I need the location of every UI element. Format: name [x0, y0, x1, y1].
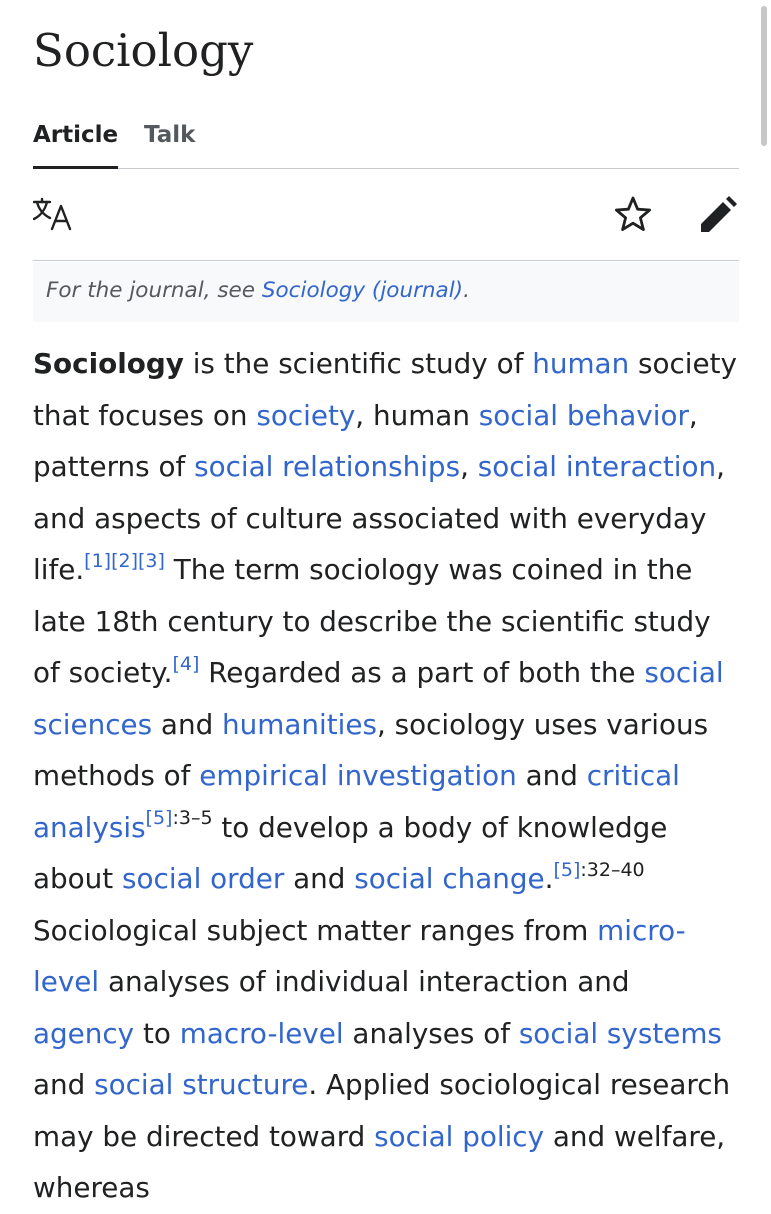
reference-3[interactable] — [138, 550, 165, 572]
link-social-change[interactable]: social change — [354, 862, 545, 895]
lead-paragraph — [33, 338, 739, 1214]
link-agency[interactable]: agency — [33, 1016, 135, 1050]
text: and — [516, 759, 587, 792]
reference-link[interactable]: [5] — [553, 858, 581, 881]
text: , — [460, 450, 478, 483]
text: society that focuses on — [33, 347, 737, 432]
text: is the scientific study of — [183, 347, 533, 380]
reference-5b[interactable] — [553, 859, 644, 881]
text: analyses of individual interaction and — [99, 965, 630, 998]
pencil-icon[interactable] — [699, 196, 737, 234]
hatnote-prefix: For the journal, see — [46, 278, 262, 303]
text: . — [544, 862, 554, 895]
page-title: Sociology — [33, 24, 254, 77]
tab-article[interactable]: Article — [33, 120, 118, 169]
text: . Applied sociological research may be directed toward — [33, 1068, 731, 1153]
link-social-policy[interactable]: social policy — [374, 1119, 545, 1153]
reference-link[interactable]: [2] — [111, 549, 139, 572]
text: The term sociology was coined in the late 18th century to describe the scientific study of society. — [33, 553, 711, 689]
link-humanities[interactable]: humanities — [222, 707, 377, 741]
article-subject: Sociology — [33, 347, 184, 380]
star-icon[interactable] — [613, 195, 653, 233]
text: and — [284, 862, 355, 895]
tab-talk[interactable]: Talk — [144, 122, 196, 148]
link-social-structure[interactable]: social structure — [94, 1068, 309, 1101]
reference-1[interactable] — [84, 550, 111, 572]
text: Sociological subject matter ranges from — [33, 913, 598, 947]
text: and welfare, whereas — [33, 1119, 726, 1204]
link-social-behavior[interactable]: social behavior — [478, 398, 689, 432]
link-critical-analysis[interactable]: critical analysis — [33, 759, 680, 844]
text: , patterns of — [33, 398, 698, 483]
link-social-order[interactable]: social order — [122, 862, 285, 895]
reference-5a[interactable] — [146, 807, 213, 829]
page-actions-toolbar — [33, 169, 739, 261]
link-social-relationships[interactable]: social relationships — [194, 450, 461, 483]
hatnote — [33, 262, 739, 322]
text: , and aspects of culture associated with everyday life. — [33, 450, 725, 586]
text: , sociology uses various methods of — [33, 707, 709, 792]
reference-link[interactable]: [1] — [84, 549, 112, 572]
text: Regarded as a part of both the — [199, 656, 645, 689]
reference-pages: :32–40 — [580, 858, 645, 881]
link-micro-level[interactable]: micro-level — [33, 913, 686, 998]
link-social-systems[interactable]: social systems — [518, 1016, 722, 1050]
reference-link[interactable]: [3] — [138, 549, 165, 572]
text: , human — [355, 398, 479, 432]
reference-link[interactable]: [4] — [172, 652, 200, 675]
namespace-tabs — [33, 120, 739, 169]
link-human[interactable]: human — [532, 347, 630, 380]
text: to develop a body of knowledge about — [33, 810, 668, 895]
page-scrollbar[interactable] — [761, 6, 767, 146]
text: and — [33, 1068, 95, 1101]
link-macro-level[interactable]: macro-level — [179, 1016, 344, 1050]
link-society[interactable]: society — [256, 398, 356, 432]
reference-2[interactable] — [111, 550, 138, 572]
reference-link[interactable]: [5] — [145, 807, 173, 830]
hatnote-suffix: . — [463, 278, 470, 303]
text: analyses of — [343, 1016, 519, 1050]
reference-4[interactable] — [172, 653, 199, 675]
reference-pages: :3–5 — [172, 807, 213, 830]
translate-icon[interactable] — [33, 197, 73, 231]
text: and — [152, 707, 223, 741]
link-empirical-investigation[interactable]: empirical investigation — [199, 759, 517, 792]
text: to — [134, 1016, 180, 1050]
link-social-interaction[interactable]: social interaction — [477, 450, 717, 483]
link-social-sciences[interactable]: social sciences — [33, 656, 724, 741]
hatnote-link[interactable]: Sociology (journal) — [261, 278, 464, 303]
